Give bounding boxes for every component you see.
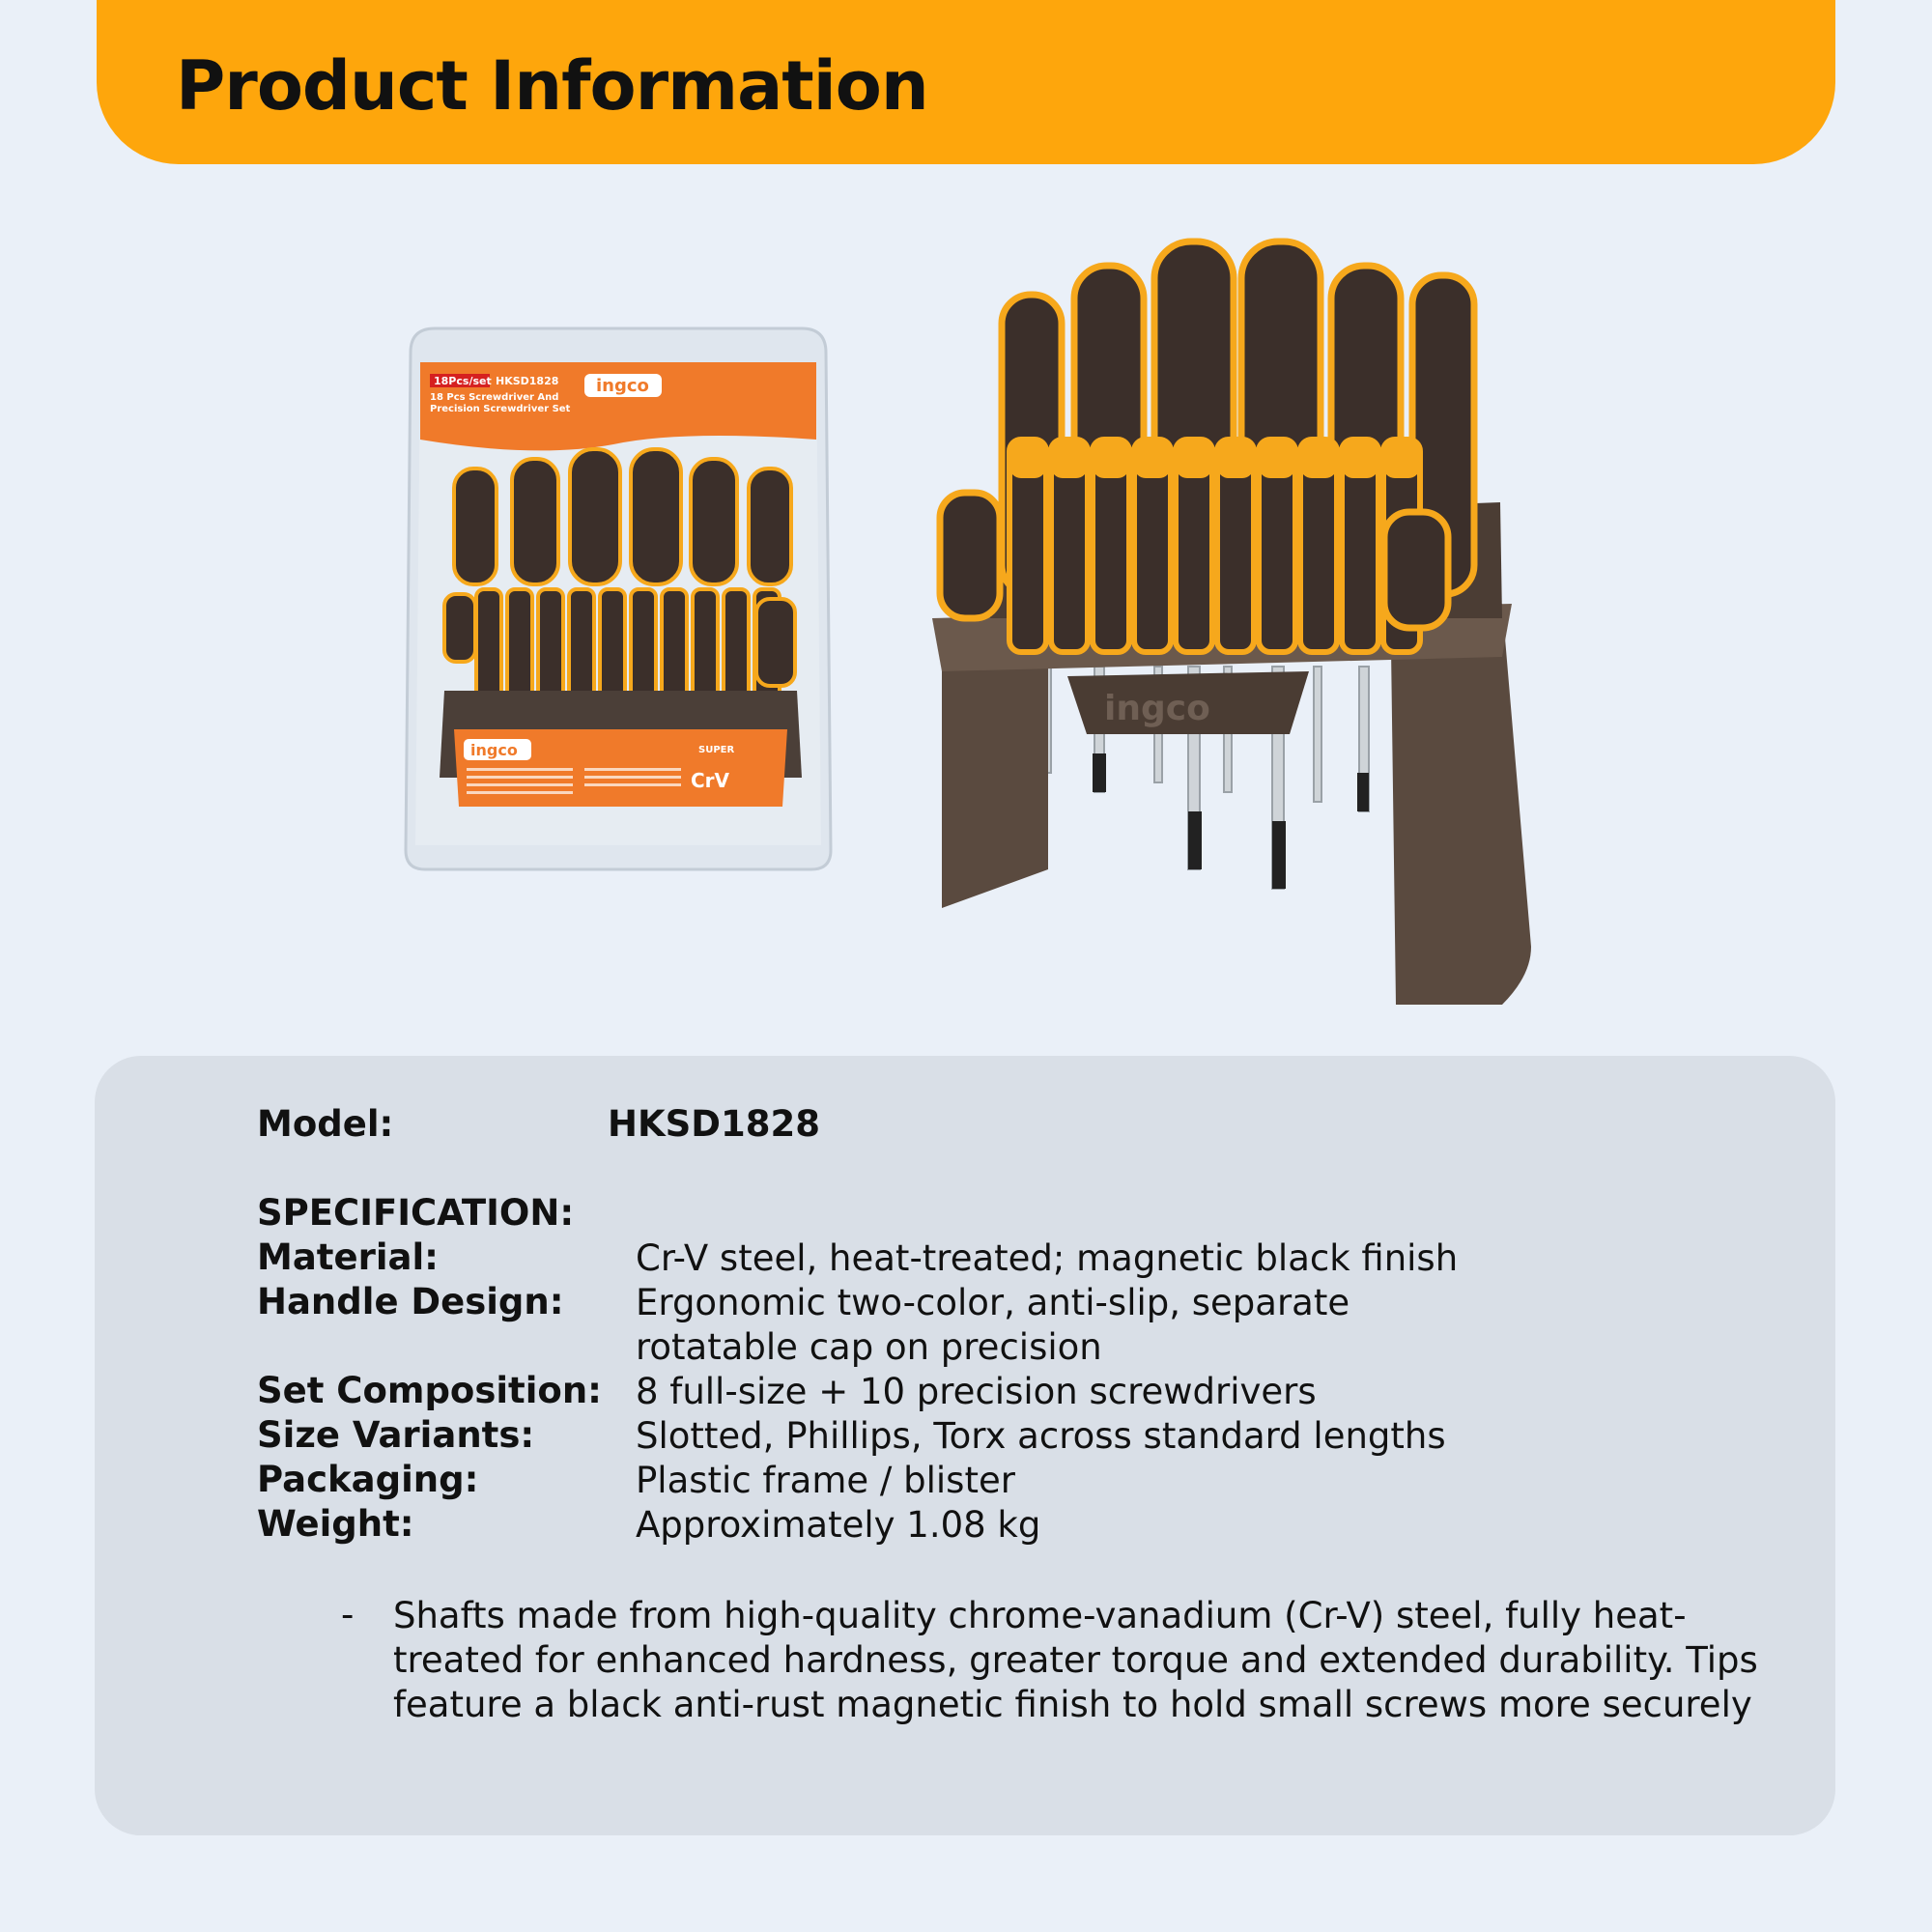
spec-value-packaging: Plastic frame / blister xyxy=(636,1460,1015,1501)
bullet-marker: - xyxy=(341,1594,355,1635)
spec-label-set-composition: Set Composition: xyxy=(257,1370,602,1411)
stand-brand-logo: ingco xyxy=(1104,689,1210,728)
spec-value-handle-design: Ergonomic two-color, anti-slip, separate rotatable cap on precision xyxy=(636,1282,1350,1368)
package-brand-logo-bottom: ingco xyxy=(470,741,518,759)
spec-label-weight: Weight: xyxy=(257,1503,414,1545)
spec-panel xyxy=(95,1056,1835,1835)
spec-value-size-variants: Slotted, Phillips, Torx across standard lengths xyxy=(636,1415,1446,1457)
package-model-code: HKSD1828 xyxy=(496,375,559,387)
stand-image xyxy=(923,232,1541,1014)
package-desc-line1: 18 Pcs Screwdriver And xyxy=(430,392,559,403)
package-crv-mark: CrV xyxy=(691,769,730,792)
spec-heading: SPECIFICATION: xyxy=(257,1192,575,1234)
spec-label-material: Material: xyxy=(257,1236,439,1278)
spec-value-set-composition: 8 full-size + 10 precision screwdrivers xyxy=(636,1371,1317,1412)
model-value: HKSD1828 xyxy=(608,1103,820,1145)
feature-bullet: Shafts made from high-quality chrome-vanadium (Cr-V) steel, fully heat-treated for enhanced hardness, greater torque and extended durability. Tips feature a black anti-rust magnetic finish to hold small screws more securely xyxy=(393,1595,1758,1725)
package-brand-logo: ingco xyxy=(596,376,649,396)
spec-label-handle-design: Handle Design: xyxy=(257,1281,564,1322)
spec-value-weight: Approximately 1.08 kg xyxy=(636,1504,1041,1546)
spec-label-packaging: Packaging: xyxy=(257,1459,479,1500)
package-desc-line2: Precision Screwdriver Set xyxy=(430,404,571,414)
page-title: Product Information xyxy=(176,46,928,126)
spec-label-size-variants: Size Variants: xyxy=(257,1414,535,1456)
stubby-screwdriver-right xyxy=(1384,512,1448,628)
package-super-badge: SUPER xyxy=(698,745,735,755)
package-count-badge: 18Pcs/set xyxy=(434,375,492,387)
model-label: Model: xyxy=(257,1103,394,1145)
package-image xyxy=(391,324,845,874)
stubby-screwdriver-left xyxy=(940,493,1000,618)
spec-value-material: Cr-V steel, heat-treated; magnetic black finish xyxy=(636,1237,1459,1279)
header-banner xyxy=(97,0,1835,164)
